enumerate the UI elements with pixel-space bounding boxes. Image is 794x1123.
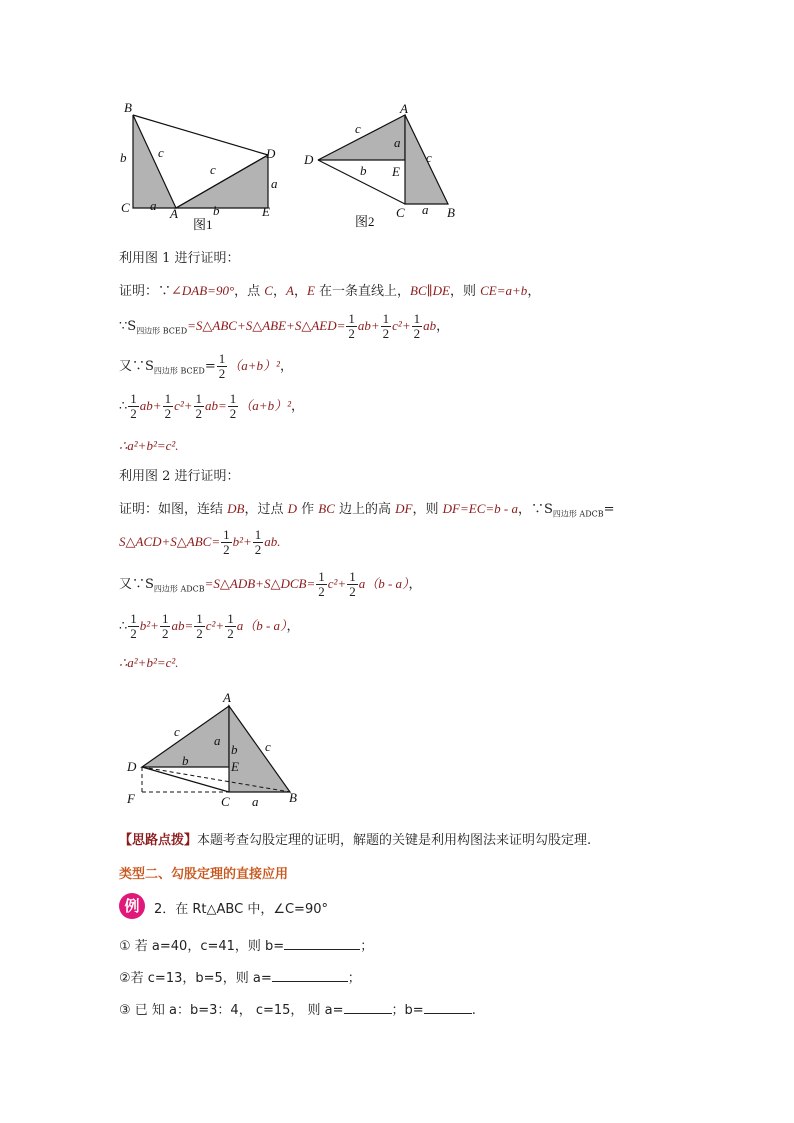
fig3-label-c-top: c (174, 724, 180, 739)
fraction: $\frac{1}{2}$ (130, 611, 137, 641)
fig3-label-D: D (127, 759, 137, 774)
example-badge: 例 (119, 893, 145, 919)
fig1-label-a-right: a (271, 176, 278, 191)
fig1-label-c-left: c (158, 145, 164, 160)
fig2-label-A: A (400, 101, 408, 116)
example-title: 2．在 Rt△ABC 中，∠C=90° (154, 902, 328, 917)
fig3-label-c-right: c (265, 739, 271, 754)
answer-blank-a[interactable] (272, 969, 348, 982)
fraction: $\frac{1}{2}$ (318, 569, 325, 599)
proof2-intro: 利用图 2 进行证明： (119, 469, 240, 484)
fraction: $\frac{1}{2}$ (413, 311, 421, 341)
answer-blank-a3[interactable] (344, 1001, 392, 1014)
fraction: $\frac{1}{2}$ (130, 391, 137, 421)
fig1-label-D: D (266, 146, 276, 161)
proof2-line3: 又$\because S_{四边形 ADCB}=S\triangle ADB+S\triangle DCB=$ $\frac{1}{2}$ c²+ $\frac{1}{2}$ a（b - a）， (119, 569, 422, 599)
fraction: $\frac{1}{2}$ (196, 611, 203, 641)
fig2-label-D: D (304, 152, 314, 167)
fig2-label-c-top: c (355, 121, 361, 136)
question-2: ②若 c=13，b=5，则 a= ； (119, 971, 361, 986)
question-1: ① 若 a=40，c=41，则 b= ； (119, 939, 374, 954)
fraction: $\frac{1}{2}$ (254, 527, 262, 557)
fig2-triangle-ade (318, 115, 405, 160)
proof2-conclusion: ∴a²+b²=c². (119, 655, 179, 670)
figure-2 (300, 100, 465, 235)
fraction: $\frac{1}{2}$ (229, 391, 237, 421)
fig3-label-F: F (127, 791, 135, 806)
fig2-label-a-bottom: a (422, 202, 429, 217)
fig1-triangle-abc (133, 115, 176, 208)
type-heading: 类型二、勾股定理的直接应用 (119, 867, 289, 882)
proof1-intro: 利用图 1 进行证明： (119, 251, 240, 266)
figure-1 (118, 100, 298, 235)
fig1-label-a-bottom: a (150, 198, 157, 213)
fig2-label-B: B (447, 205, 455, 220)
proof1-line1: 证明：∵∠DAB=90°，点 C，A，E 在一条直线上，BC∥DE，则 CE=a+b， (119, 283, 541, 299)
proof1-line4: ∴ $\frac{1}{2}$ ab+ $\frac{1}{2}$ c²+ $\frac{1}{2}$ ab= $\frac{1}{2}$ （a+b）²， (119, 391, 304, 421)
fig1-label-b-left: b (120, 150, 127, 165)
fig1-label-E: E (262, 204, 270, 219)
fig3-label-A: A (223, 690, 231, 705)
fig1-label-C: C (121, 200, 130, 215)
proof1-line3: 又$\because S_{四边形 BCED}=$ $\frac{1}{2}$ （a+b）²， (119, 351, 293, 381)
fig1-label-c-mid: c (210, 162, 216, 177)
fraction: $\frac{1}{2}$ (218, 351, 226, 381)
fraction: $\frac{1}{2}$ (164, 391, 172, 421)
fig1-label-A: A (170, 206, 178, 221)
figure-3 (122, 688, 302, 813)
fraction: $\frac{1}{2}$ (349, 569, 356, 599)
fig1-line-bd (133, 115, 268, 155)
fraction: $\frac{1}{2}$ (195, 391, 203, 421)
fraction: $\frac{1}{2}$ (227, 611, 234, 641)
fig3-label-b-vert: b (231, 742, 238, 757)
fig2-label-b-mid: b (360, 163, 367, 178)
answer-blank-b[interactable] (284, 937, 360, 950)
fig3-label-C: C (221, 794, 230, 809)
answer-blank-b3[interactable] (424, 1001, 472, 1014)
fig3-label-E: E (231, 759, 239, 774)
tip-text: 本题考查勾股定理的证明，解题的关键是利用构图法来证明勾股定理. (197, 833, 592, 848)
fig1-caption: 图1 (193, 217, 213, 232)
fraction: $\frac{1}{2}$ (161, 611, 169, 641)
fig3-label-b-left: b (182, 753, 189, 768)
fraction: $\frac{1}{2}$ (382, 311, 390, 341)
tip (119, 832, 591, 850)
fig1-label-b-bottom: b (213, 203, 220, 218)
fraction: $\frac{1}{2}$ (223, 527, 230, 557)
proof2-line1: 证明：如图，连结 DB，过点 D 作 BC 边上的高 DF，则 DF=EC=b - a，$\because S_{四边形 ADCB}=$ (119, 501, 615, 519)
fig3-label-a-bottom: a (252, 794, 259, 809)
fig2-caption: 图2 (355, 214, 375, 229)
proof1-conclusion: ∴a²+b²=c². (119, 438, 179, 453)
fig1-label-B: B (124, 100, 132, 115)
fig2-label-c-right: c (426, 150, 432, 165)
fig2-label-a-mid: a (394, 135, 401, 150)
fig2-label-E: E (392, 164, 400, 179)
fig3-triangle-acb (229, 706, 290, 792)
fraction: $\frac{1}{2}$ (348, 311, 355, 341)
proof2-line4: ∴ $\frac{1}{2}$ b²+ $\frac{1}{2}$ ab= $\frac{1}{2}$ c²+ $\frac{1}{2}$ a（b - a）， (119, 611, 300, 641)
fig3-label-B: B (289, 790, 297, 805)
proof1-line2: $\because S_{四边形 BCED}=S\triangle ABC+S\triangle ABE+S\triangle AED=$ $\frac{1}{2}$ ab+ $\frac{1}{2}$ c²+ $\frac{1}{2}$ ab， (119, 311, 450, 341)
question-3: ③ 已 知 a：b=3：4， c=15， 则 a= ；b= . (119, 1003, 476, 1018)
fig3-label-a-mid: a (214, 733, 221, 748)
tip-label: 【思路点拨】 (119, 833, 198, 848)
proof2-line2: S△ACD+S△ABC= $\frac{1}{2}$ b²+ $\frac{1}{2}$ ab. (119, 527, 281, 557)
fig2-label-C: C (396, 205, 405, 220)
fig3-line-dc (142, 767, 229, 792)
